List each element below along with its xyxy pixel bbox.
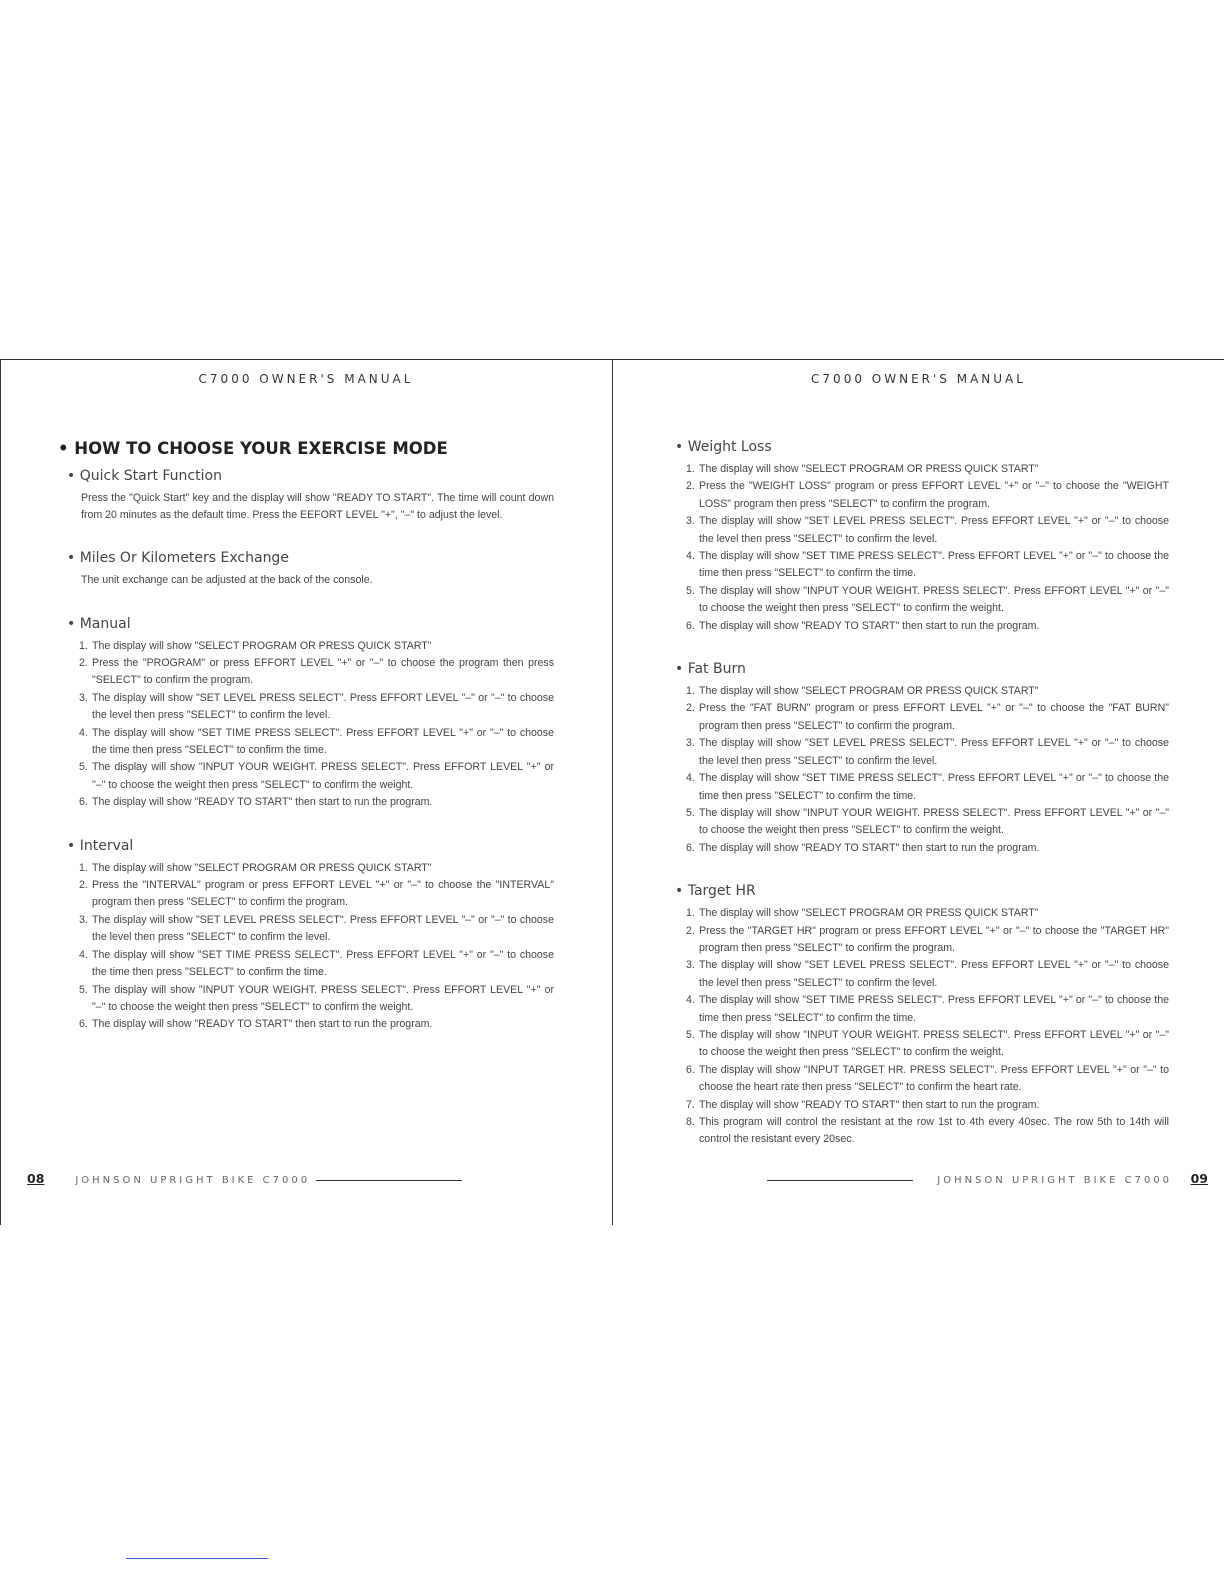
running-head: C7000 OWNER'S MANUAL [198, 372, 414, 386]
list-item: 6. The display will show "READY TO START" then start to run the program. [79, 796, 433, 809]
section-target-hr [675, 883, 1169, 1149]
footer-rule [316, 1180, 462, 1181]
stray-underline-rule [126, 1558, 268, 1559]
step-list [675, 905, 1169, 1149]
section-interval [58, 838, 554, 1034]
list-item: 2. Press the "TARGET HR" program or press EFFORT LEVEL "+" or "–" to choose the "TARGET HR" program then press "SELECT" to confirm the program. [686, 924, 1169, 954]
list-item: 3. The display will show "SET LEVEL PRESS SELECT". Press EFFORT LEVEL "+" or "–" to choose the level then press "SELECT" to confirm the level. [686, 959, 1169, 989]
step-list [58, 638, 554, 812]
step-list [675, 683, 1169, 857]
list-item: 1. The display will show "SELECT PROGRAM OR PRESS QUICK START" [686, 463, 1039, 475]
section-title: • Manual [67, 615, 131, 632]
list-item: 1. The display will show "SELECT PROGRAM OR PRESS QUICK START" [686, 907, 1039, 920]
step-list [675, 461, 1169, 635]
running-head: C7000 OWNER'S MANUAL [811, 372, 1026, 386]
right-footer [767, 1171, 1208, 1191]
list-item: 2. Press the "PROGRAM" or press EFFORT LEVEL "+" or "–" to choose the program then press "SELECT" to confirm the program. [79, 657, 554, 687]
footer-rule [767, 1180, 913, 1181]
section-title: • Interval [67, 837, 134, 854]
section-title: • Quick Start Function [67, 468, 222, 484]
list-item: 5. The display will show "INPUT YOUR WEIGHT. PRESS SELECT". Press EFFORT LEVEL "+" or "–" to choose the weight then press "SELECT" to confirm the weight. [79, 761, 554, 791]
list-item: 1. The display will show "SELECT PROGRAM OR PRESS QUICK START" [686, 685, 1039, 698]
list-item: 5. The display will show "INPUT YOUR WEIGHT. PRESS SELECT". Press EFFORT LEVEL "+" or "–" to choose the weight then press "SELECT" to confirm the weight. [686, 1028, 1169, 1059]
list-item: 4. The display will show "SET TIME PRESS SELECT". Press EFFORT LEVEL "+" or "–" to choose the time then press "SELECT" to confirm the time. [79, 948, 554, 979]
list-item: 4. The display will show "SET TIME PRESS SELECT". Press EFFORT LEVEL "+" or "–" to choose the time then press "SELECT" to confirm the time. [686, 550, 1169, 580]
list-item: 4. The display will show "SET TIME PRESS SELECT". Press EFFORT LEVEL "+" or "–" to choose the time then press "SELECT" to confirm the time. [79, 726, 554, 757]
list-item: 6. The display will show "READY TO START" then start to run the program. [79, 1018, 433, 1031]
list-item: 1. The display will show "SELECT PROGRAM OR PRESS QUICK START" [79, 861, 432, 874]
left-page [0, 359, 612, 1225]
list-item: 2. Press the "WEIGHT LOSS" program or press EFFORT LEVEL "+" or "–" to choose the "WEIGHT LOSS" program then press "SELECT" to confirm the program. [686, 480, 1169, 510]
list-item: 6. The display will show "INPUT TARGET HR. PRESS SELECT". Press EFFORT LEVEL "+" or "–" to choose the heart rate then press "SELECT" to confirm the heart rate. [686, 1063, 1169, 1094]
main-heading: • HOW TO CHOOSE YOUR EXERCISE MODE [58, 439, 448, 458]
list-item: 2. Press the "FAT BURN" program or press EFFORT LEVEL "+" or "–" to choose the "FAT BURN" program then press "SELECT" to confirm the program. [686, 702, 1169, 732]
list-item: 3. The display will show "SET LEVEL PRESS SELECT". Press EFFORT LEVEL "+" or "–" to choose the level then press "SELECT" to confirm the level. [686, 515, 1169, 545]
section-title: • Fat Burn [675, 661, 746, 678]
section-miles-km [58, 550, 554, 589]
section-title: • Weight Loss [675, 439, 772, 455]
list-item: 3. The display will show "SET LEVEL PRESS SELECT". Press EFFORT LEVEL "+" or "–" to choose the level then press "SELECT" to confirm the level. [686, 737, 1169, 767]
left-page-content [58, 439, 554, 1060]
section-paragraph: Press the "Quick Start" key and the display will show "READY TO START". The time will count down from 20 minutes as the default time. Press the EEFORT LEVEL "+", "–" to adjust the level. [81, 492, 554, 522]
section-title: • Target HR [675, 883, 756, 900]
section-manual [58, 616, 554, 812]
list-item: 6. The display will show "READY TO START" then start to run the program. [686, 619, 1040, 632]
section-title: • Miles Or Kilometers Exchange [67, 550, 289, 567]
footer-text: JOHNSON UPRIGHT BIKE C7000 [937, 1175, 1173, 1186]
step-list [58, 860, 554, 1034]
section-quick-start [58, 468, 554, 524]
list-item: 5. The display will show "INPUT YOUR WEIGHT. PRESS SELECT". Press EFFORT LEVEL "+" or "–" to choose the weight then press "SELECT" to confirm the weight. [686, 584, 1169, 615]
list-item: 4. The display will show "SET TIME PRESS SELECT". Press EFFORT LEVEL "+" or "–" to choose the time then press "SELECT" to confirm the time. [686, 994, 1169, 1024]
list-item: 7. The display will show "READY TO START" then start to run the program. [686, 1098, 1040, 1111]
section-paragraph: The unit exchange can be adjusted at the back of the console. [81, 574, 373, 587]
footer-text: JOHNSON UPRIGHT BIKE C7000 [75, 1175, 311, 1186]
page-number: 09 [1190, 1171, 1208, 1186]
right-page-content [675, 439, 1169, 1175]
list-item: 3. The display will show "SET LEVEL PRESS SELECT". Press EFFORT LEVEL "–" or "–" to choose the level then press "SELECT" to confirm the level. [79, 913, 554, 944]
list-item: 2. Press the "INTERVAL" program or press EFFORT LEVEL "+" or "–" to choose the "INTERVAL" program then press "SELECT" to confirm the program. [79, 879, 554, 909]
list-item: 1. The display will show "SELECT PROGRAM OR PRESS QUICK START" [79, 639, 432, 652]
right-page [613, 359, 1224, 1225]
list-item: 4. The display will show "SET TIME PRESS SELECT". Press EFFORT LEVEL "+" or "–" to choose the time then press "SELECT" to confirm the time. [686, 772, 1169, 802]
section-weight-loss [675, 439, 1169, 635]
list-item: 5. The display will show "INPUT YOUR WEIGHT. PRESS SELECT". Press EFFORT LEVEL "+" or "–" to choose the weight then press "SELECT" to confirm the weight. [79, 983, 554, 1013]
list-item: 5. The display will show "INPUT YOUR WEIGHT. PRESS SELECT". Press EFFORT LEVEL "+" or "–" to choose the weight then press "SELECT" to confirm the weight. [686, 806, 1169, 837]
list-item: 3. The display will show "SET LEVEL PRESS SELECT". Press EFFORT LEVEL "–" or "–" to choose the level then press "SELECT" to confirm the level. [79, 691, 554, 722]
list-item: 8. This program will control the resistant at the row 1st to 4th every 40sec. The row 5th to 14th will control the resistant every 20sec. [686, 1116, 1169, 1146]
page-number: 08 [27, 1171, 45, 1186]
list-item: 6. The display will show "READY TO START" then start to run the program. [686, 841, 1040, 854]
section-fat-burn [675, 661, 1169, 857]
left-footer [27, 1171, 462, 1191]
